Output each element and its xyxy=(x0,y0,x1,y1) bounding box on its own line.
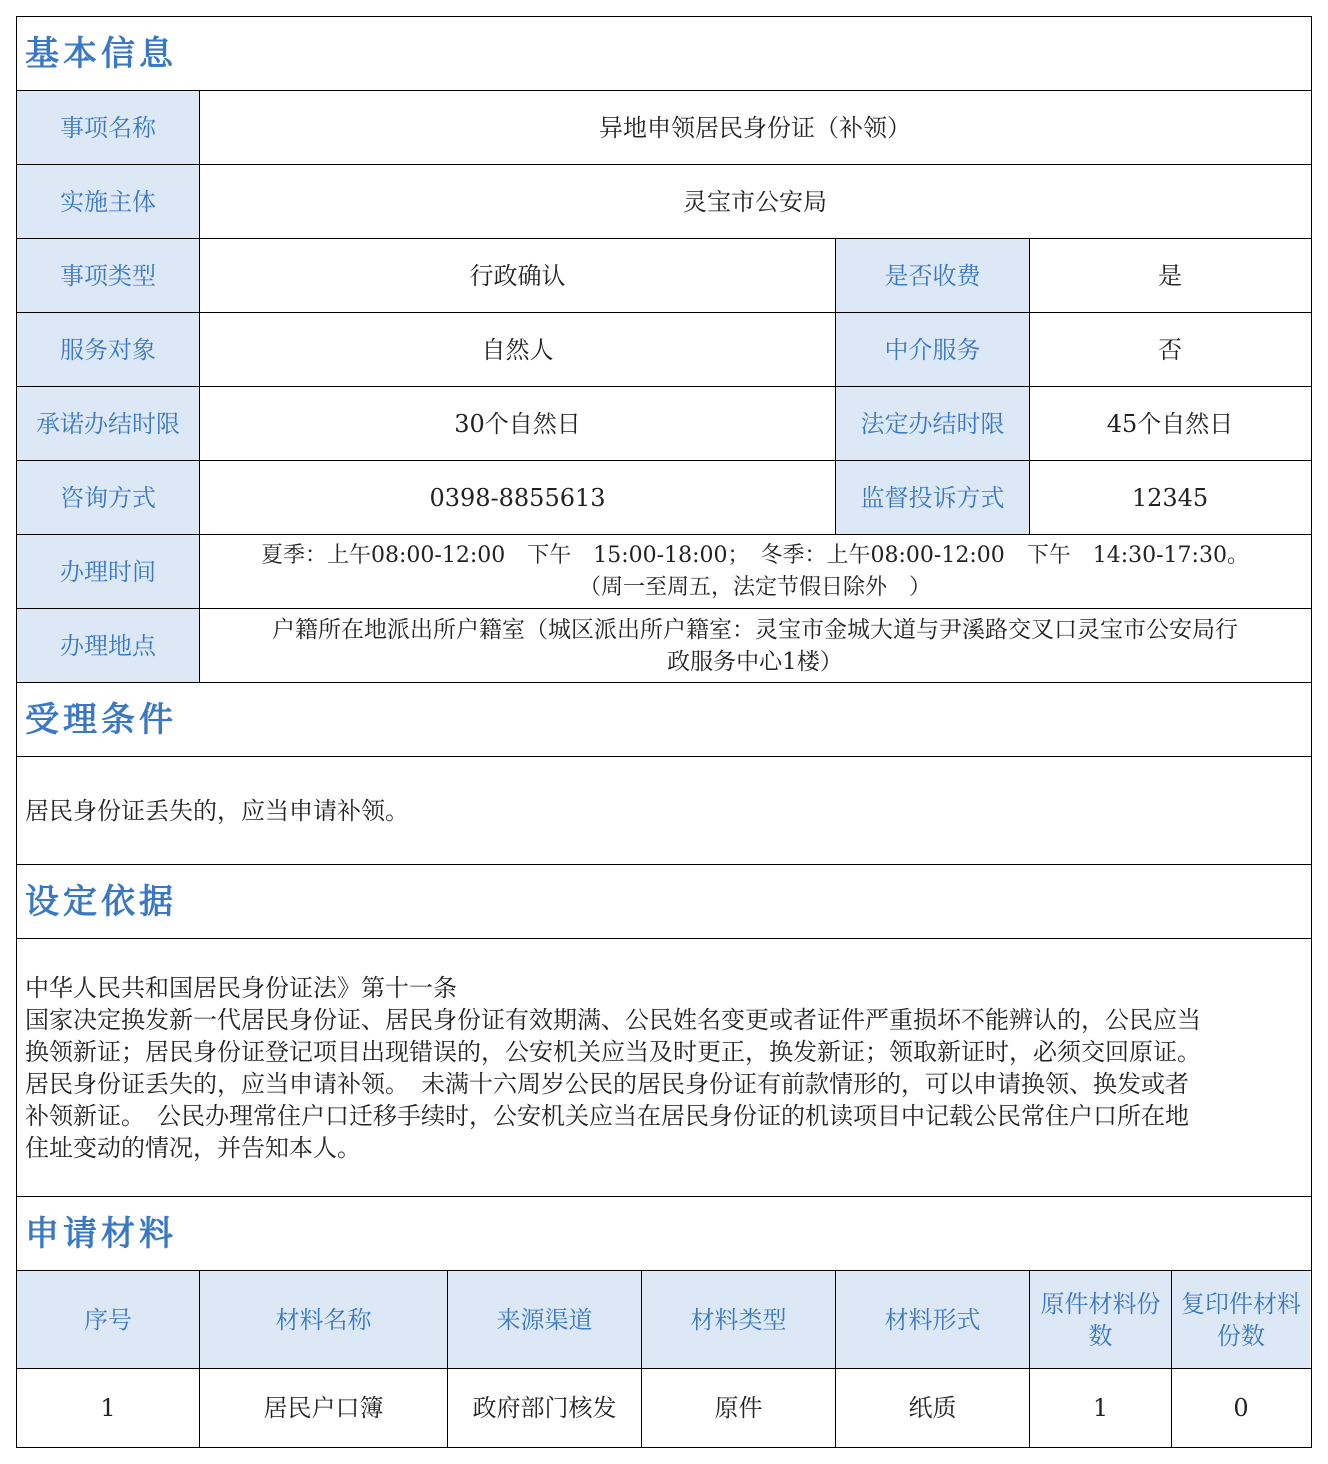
label-agency: 中介服务 xyxy=(835,313,1029,386)
label-hours: 办理时间 xyxy=(17,535,199,608)
basis-line: 补领新证。 公民办理常住户口迁移手续时，公安机关应当在居民身份证的机读项目中记载公民常住户口所在地 xyxy=(25,1102,1189,1130)
basic-info-section xyxy=(17,17,1311,91)
value-hours xyxy=(199,535,1310,608)
label-consult: 咨询方式 xyxy=(17,461,199,534)
label-complaint: 监督投诉方式 xyxy=(835,461,1029,534)
header-orig-line2: 数 xyxy=(1088,1321,1113,1350)
header-no: 序号 xyxy=(17,1271,199,1368)
label-promise: 承诺办结时限 xyxy=(17,387,199,460)
row-item-name xyxy=(17,91,1311,165)
row-hours xyxy=(17,535,1311,609)
conditions-text: 居民身份证丢失的，应当申请补领。 xyxy=(25,796,409,825)
material-orig-count: 1 xyxy=(1029,1369,1171,1447)
materials-header-row xyxy=(17,1271,1311,1369)
label-fee: 是否收费 xyxy=(835,239,1029,312)
conditions-section xyxy=(17,683,1311,757)
material-form: 纸质 xyxy=(835,1369,1029,1447)
value-complaint: 12345 xyxy=(1029,461,1310,534)
header-orig xyxy=(1029,1271,1171,1368)
basis-line: 中华人民共和国居民身份证法》第十一条 xyxy=(25,974,457,1002)
basis-body xyxy=(17,939,1311,1197)
value-place xyxy=(199,609,1310,682)
value-target: 自然人 xyxy=(199,313,835,386)
row-impl xyxy=(17,165,1311,239)
basis-line: 居民身份证丢失的，应当申请补领。 未满十六周岁公民的居民身份证有前款情形的，可以申请换领、换发或者 xyxy=(25,1070,1189,1098)
header-type: 材料类型 xyxy=(641,1271,835,1368)
material-no: 1 xyxy=(100,1394,116,1422)
material-name: 居民户口簿 xyxy=(199,1369,447,1447)
place-line-1: 户籍所在地派出所户籍室（城区派出所户籍室：灵宝市金城大道与尹溪路交叉口灵宝市公安局行 xyxy=(272,616,1238,643)
row-contact xyxy=(17,461,1311,535)
header-copy-line1: 复印件材料 xyxy=(1181,1289,1301,1318)
label-place: 办理地点 xyxy=(17,609,199,682)
header-source: 来源渠道 xyxy=(447,1271,641,1368)
header-orig-line1: 原件材料份 xyxy=(1040,1289,1161,1318)
label-impl: 实施主体 xyxy=(17,165,199,238)
section-title-materials: 申请材料 xyxy=(25,1213,177,1254)
value-promise: 30个自然日 xyxy=(199,387,835,460)
material-type: 原件 xyxy=(641,1369,835,1447)
value-impl: 灵宝市公安局 xyxy=(199,165,1310,238)
section-title-basis: 设定依据 xyxy=(25,881,177,922)
value-type: 行政确认 xyxy=(199,239,835,312)
row-type xyxy=(17,239,1311,313)
basis-line: 国家决定换发新一代居民身份证、居民身份证有效期满、公民姓名变更或者证件严重损坏不能辨认的，公民应当 xyxy=(25,1006,1201,1034)
row-place xyxy=(17,609,1311,683)
label-type: 事项类型 xyxy=(17,239,199,312)
value-agency: 否 xyxy=(1029,313,1310,386)
label-item-name: 事项名称 xyxy=(17,91,199,164)
service-info-sheet xyxy=(16,16,1312,1448)
basis-section xyxy=(17,865,1311,939)
header-name: 材料名称 xyxy=(199,1271,447,1368)
section-title-basic: 基本信息 xyxy=(25,33,177,74)
material-source: 政府部门核发 xyxy=(447,1369,641,1447)
materials-section xyxy=(17,1197,1311,1271)
hours-line-1: 夏季：上午08:00-12:00 下午 15:00-18:00； 冬季：上午08:00-12:00 下午 14:30-17:30。 xyxy=(261,542,1249,568)
value-legal: 45个自然日 xyxy=(1029,387,1310,460)
value-item-name: 异地申领居民身份证（补领） xyxy=(199,91,1310,164)
header-copy-line2: 份数 xyxy=(1217,1321,1265,1350)
material-copy-count: 0 xyxy=(1171,1369,1310,1447)
basis-line: 换领新证；居民身份证登记项目出现错误的，公安机关应当及时更正，换发新证；领取新证时，必须交回原证。 xyxy=(25,1038,1201,1066)
header-copy xyxy=(1171,1271,1310,1368)
hours-line-2: （周一至周五，法定节假日除外 ） xyxy=(578,574,931,600)
table-row xyxy=(17,1369,1311,1447)
basis-line: 住址变动的情况，并告知本人。 xyxy=(25,1134,361,1162)
label-target: 服务对象 xyxy=(17,313,199,386)
header-form: 材料形式 xyxy=(835,1271,1029,1368)
conditions-body xyxy=(17,757,1311,865)
value-consult: 0398-8855613 xyxy=(199,461,835,534)
row-target xyxy=(17,313,1311,387)
row-time-limit xyxy=(17,387,1311,461)
basis-text xyxy=(17,972,1311,1164)
section-title-conditions: 受理条件 xyxy=(25,699,177,740)
value-fee: 是 xyxy=(1029,239,1310,312)
place-line-2: 政服务中心1楼） xyxy=(667,648,843,675)
label-legal: 法定办结时限 xyxy=(835,387,1029,460)
